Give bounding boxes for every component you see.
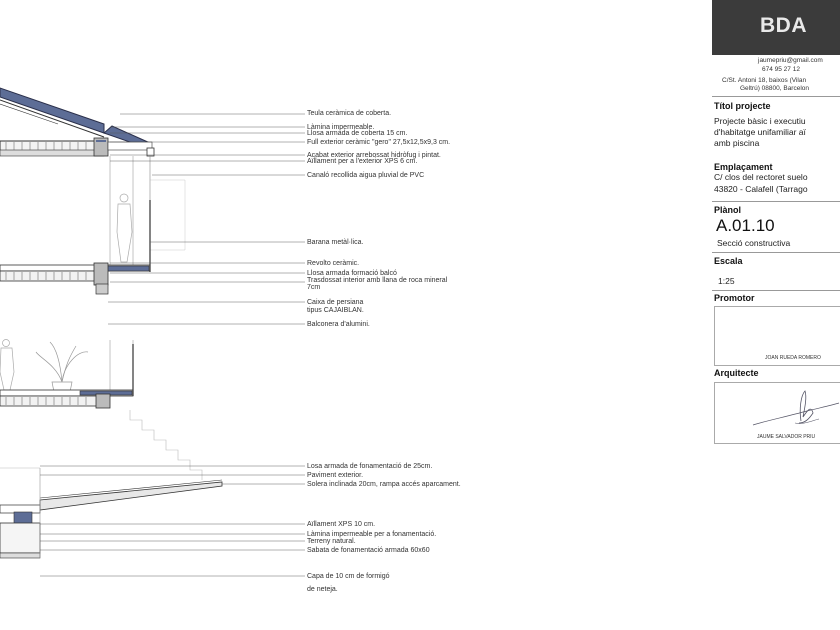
- architect-signature-box: [714, 382, 840, 444]
- plan-name: Secció constructiva: [717, 238, 791, 248]
- annotation-waterproof-membrane: Làmina impermeable.: [307, 124, 375, 131]
- bda-logo: [712, 0, 840, 55]
- leader-lines: [40, 114, 305, 576]
- annotation-sloped-slab: Solera inclinada 20cm, rampa accés aparcament.: [307, 481, 461, 488]
- plant: [36, 342, 88, 392]
- annotation-aluminium-door: Balconera d'alumini.: [307, 321, 370, 328]
- project-line-2: d'habitatge unifamiliar aï: [714, 127, 806, 137]
- annotation-railing: Barana metàl·lica.: [307, 239, 364, 246]
- annotation-shutter-type: tipus CAJAIBLAN.: [307, 307, 364, 314]
- plan-code: A.01.10: [716, 216, 775, 235]
- stair: [130, 410, 202, 480]
- plan-label: Plànol: [714, 205, 742, 215]
- annotation-exterior-paving: Paviment exterior.: [307, 472, 364, 479]
- architect-signature: [715, 383, 840, 433]
- first-floor-slab: [0, 200, 150, 285]
- annotation-balcony-slab: Llosa armada formació balcó: [307, 270, 397, 277]
- promoter-signature-box: [714, 306, 840, 366]
- annotation-foundation-slab: Losa armada de fonamentació de 25cm.: [307, 463, 433, 470]
- contact-email: jaumepriu@gmail.com: [758, 57, 823, 64]
- contact-phone: 674 95 27 12: [762, 66, 800, 73]
- scale-value: 1:25: [718, 276, 735, 286]
- promoter-name: JOAN RUEDA ROMERO: [765, 355, 821, 361]
- annotation-xps-insulation: Aïllament per a l'exterior XPS 6 cm.: [307, 158, 418, 165]
- contact-address-1: C/St. Antoni 18, baixos (Vilan: [722, 77, 807, 84]
- ground-floor-slab: [0, 344, 133, 408]
- annotation-ceramic-vault: Revolto ceràmic.: [307, 260, 360, 267]
- annotation-interior-lining: Trasdossat interior amb llana de roca mineral: [307, 277, 448, 284]
- annotation-exterior-brick: Full exterior ceràmic "gero" 27,5x12,5x9,3 cm.: [307, 139, 451, 146]
- shutter-box: [96, 284, 108, 294]
- project-line-1: Projecte bàsic i executiu: [714, 116, 806, 126]
- annotation-foundation-membrane: Làmina impermeable per a fonamentació.: [307, 531, 437, 538]
- annotation-roof-tile: Teula ceràmica de coberta.: [307, 110, 392, 117]
- scale-label: Escala: [714, 256, 743, 266]
- location-line-1: C/ clos del rectoret suelo: [714, 172, 808, 182]
- annotation-blinding-layer: Capa de 10 cm de formigó: [307, 573, 390, 580]
- promoter-label: Promotor: [714, 293, 755, 303]
- title-block: [710, 0, 840, 630]
- foundation: [0, 468, 40, 558]
- project-line-3: amb piscina: [714, 138, 760, 148]
- location-line-2: 43820 - Calafell (Tarrago: [714, 184, 808, 194]
- annotation-blinding-layer-2: de neteja.: [307, 586, 338, 593]
- annotation-footing: Sabata de fonamentació armada 60x60: [307, 547, 430, 554]
- architect-label: Arquitecte: [714, 368, 759, 378]
- annotation-roof-slab: Llosa armada de coberta 15 cm.: [307, 130, 408, 137]
- contact-address-2: Geltrú) 08800, Barcelon: [740, 85, 810, 92]
- project-label: Títol projecte: [714, 101, 771, 111]
- annotation-lining-thickness: 7cm: [307, 284, 321, 291]
- annotation-natural-ground: Terreny natural.: [307, 538, 356, 545]
- location-label: Emplaçament: [714, 162, 773, 172]
- walls: [110, 156, 185, 395]
- roof: [0, 88, 154, 156]
- architect-name: JAUME SALVADOR PRIU: [757, 434, 816, 440]
- person-figure: [0, 194, 132, 390]
- annotation-gutter: Canaló recollida aigua pluvial de PVC: [307, 172, 425, 179]
- annotation-xps-10: Aïllament XPS 10 cm.: [307, 521, 376, 528]
- annotation-exterior-render: Acabat exterior arrebossat hidròfug i pintat.: [307, 152, 441, 159]
- annotation-shutter-box: Caixa de persiana: [307, 299, 364, 306]
- ramp: [40, 480, 222, 510]
- logo-text: BDA: [760, 14, 807, 37]
